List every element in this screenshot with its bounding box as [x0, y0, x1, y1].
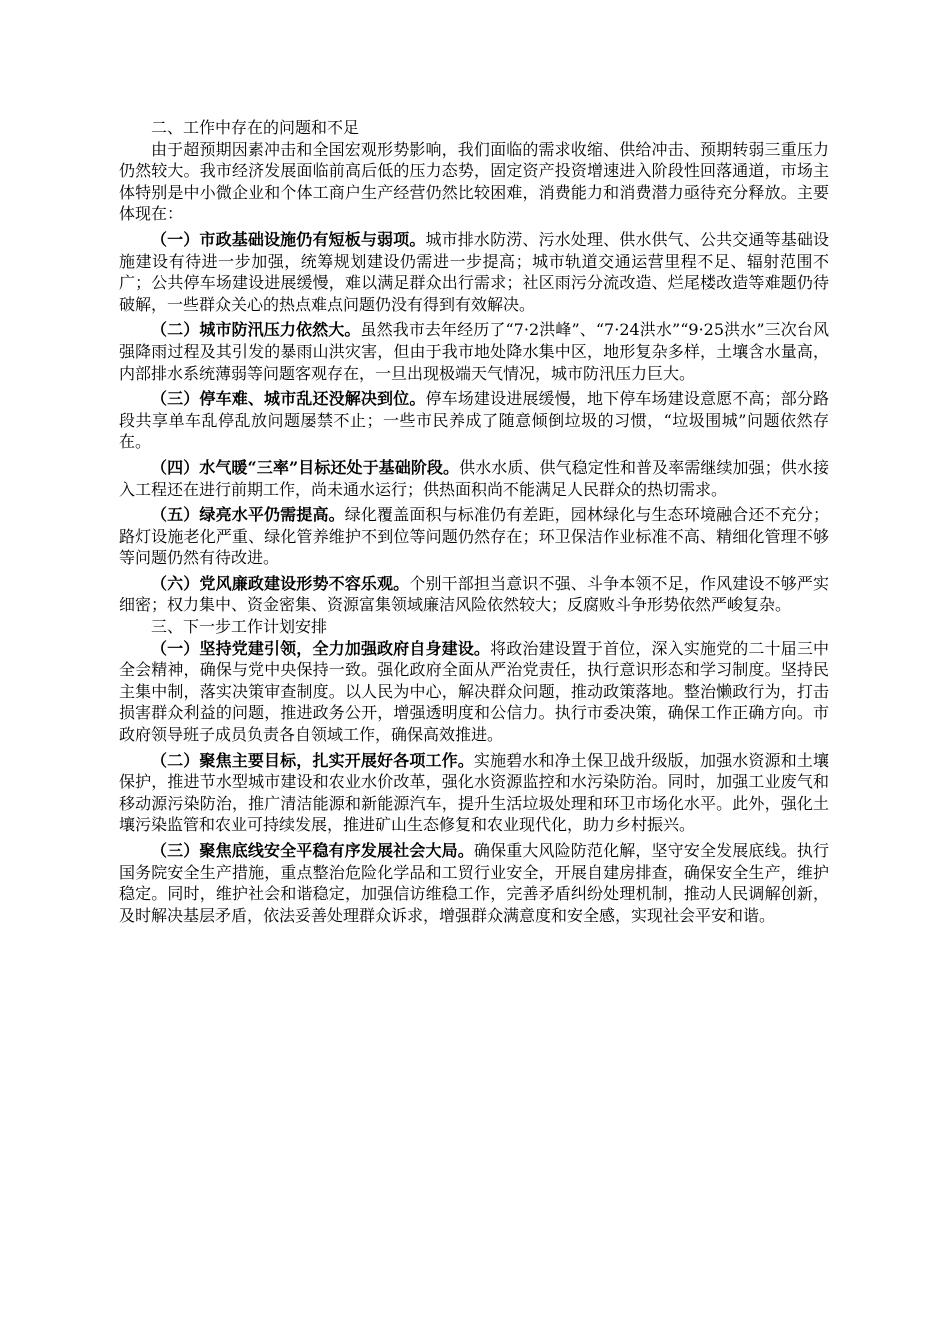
problem-item-2 — [119, 319, 829, 384]
plan-item-1 — [119, 638, 829, 746]
problem-item-5 — [119, 504, 829, 569]
problem-item-1-lead: （一）市政基础设施仍有短板与弱项。 — [151, 229, 426, 249]
plan-item-3-lead: （三）聚焦底线安全平稳有序发展社会大局。 — [151, 841, 474, 860]
problem-item-6-body: 个别干部担当意识不强、斗争本领不足，作风建设不够严实细密；权力集中、资金密集、资源富集领域廉洁风险依然较大；反腐败斗争形势依然严峻复杂。 — [119, 573, 829, 615]
problem-item-1 — [119, 229, 829, 315]
problem-item-3-lead: （三）停车难、城市乱还没解决到位。 — [151, 389, 426, 409]
problem-item-3-body: 停车场建设进展缓慢，地下停车场建设意愿不高；部分路段共享单车乱停乱放问题屡禁不止；一些市民养成了随意倾倒垃圾的习惯，“垃圾围城”问题依然存在。 — [119, 389, 829, 452]
problem-item-5-lead: （五）绿亮水平仍需提高。 — [151, 505, 345, 525]
plan-item-3-body: 确保重大风险防范化解，坚守安全发展底线。执行国务院安全生产措施，重点整治危险化学品和工贸行业安全，开展自建房排查，确保安全生产，维护稳定。同时，维护社会和谐稳定，加强信访维稳工作，完善矛盾纠纷处理机制，推动人民调解创新，及时解决基层矛盾，依法妥善处理群众诉求，增强群众满意度和安全感，实现社会平安和谐。 — [119, 841, 829, 925]
problem-item-5-body: 绿化覆盖面积与标准仍有差距，园林绿化与生态环境融合还不充分；路灯设施老化严重、绿化管养维护不到位等问题仍然存在；环卫保洁作业标准不高、精细化管理不够等问题仍然有待改进。 — [119, 505, 829, 568]
plan-item-3 — [119, 840, 829, 926]
problem-item-2-lead: （二）城市防汛压力依然大。 — [151, 320, 361, 340]
section-heading-problems: 二、工作中存在的问题和不足 — [151, 118, 360, 137]
plan-item-2-lead: （二）聚焦主要目标，扎实开展好各项工作。 — [151, 750, 474, 770]
section-intro-problems: 由于超预期因素冲击和全国宏观形势影响，我们面临的需求收缩、供给冲击、预期转弱三重压力仍然较大。我市经济发展面临前高后低的压力态势，固定资产投资增速进入阶段性回落通道，市场主体特别是中小微企业和个体工商户生产经营仍然比较困难，消费能力和消费潜力亟待充分释放。主要体现在： — [119, 139, 829, 224]
problem-item-6-lead: （六）党风廉政建设形势不容乐观。 — [151, 573, 410, 593]
problem-item-6 — [119, 573, 829, 616]
plan-item-1-lead: （一）坚持党建引领，全力加强政府自身建设。 — [151, 638, 491, 658]
problem-item-4-body: 供水水质、供气稳定性和普及率需继续加强；供水接入工程还在进行前期工作，尚未通水运行；供热面积尚不能满足人民群众的热切需求。 — [119, 457, 829, 499]
problem-item-1-body: 城市排水防涝、污水处理、供水供气、公共交通等基础设施建设有待进一步加强，统筹规划建设仍需进一步提高；城市轨道交通运营里程不足、辐射范围不广；公共停车场建设进展缓慢，难以满足群众出行需求；社区雨污分流改造、烂尾楼改造等难题仍待破解，一些群众关心的热点难点问题仍没有得到有效解决。 — [119, 229, 829, 314]
plan-item-2 — [119, 750, 829, 836]
problem-item-4 — [119, 457, 829, 500]
problem-item-2-body: 虽然我市去年经历了“7·2洪峰”、“7·24洪水”“9·25洪水”三次台风强降雨过程及其引发的暴雨山洪灾害，但由于我市地处降水集中区，地形复杂多样，土壤含水量高，内部排水系统薄弱等问题客观存在，一旦出现极端天气情况，城市防汛压力巨大。 — [119, 320, 829, 383]
problem-item-3 — [119, 388, 829, 453]
section-heading-next-steps: 三、下一步工作计划安排 — [151, 617, 328, 637]
problem-item-4-lead: （四）水气暖“三率”目标还处于基础阶段。 — [151, 457, 460, 477]
document-body — [119, 117, 829, 926]
plan-item-2-body: 实施碧水和净土保卫战升级版，加强水资源和土壤保护，推进节水型城市建设和农业水价改革，强化水资源监控和水污染防治。同时，加强工业废气和移动源污染防治，推广清洁能源和新能源汽车，提升生活垃圾处理和环卫市场化水平。此外，强化土壤污染监管和农业可持续发展，推进矿山生态修复和农业现代化，助力乡村振兴。 — [119, 750, 829, 835]
plan-item-1-body: 将政治建设置于首位，深入实施党的二十届三中全会精神，确保与党中央保持一致。强化政府全面从严治党责任，执行意识形态和学习制度。坚持民主集中制，落实决策审查制度。以人民为中心，解决群众问题，推动政策落地。整治懒政行为，打击损害群众利益的问题，推进政务公开，增强透明度和公信力。执行市委决策，确保工作正确方向。市政府领导班子成员负责各自领域工作，确保高效推进。 — [119, 638, 829, 745]
